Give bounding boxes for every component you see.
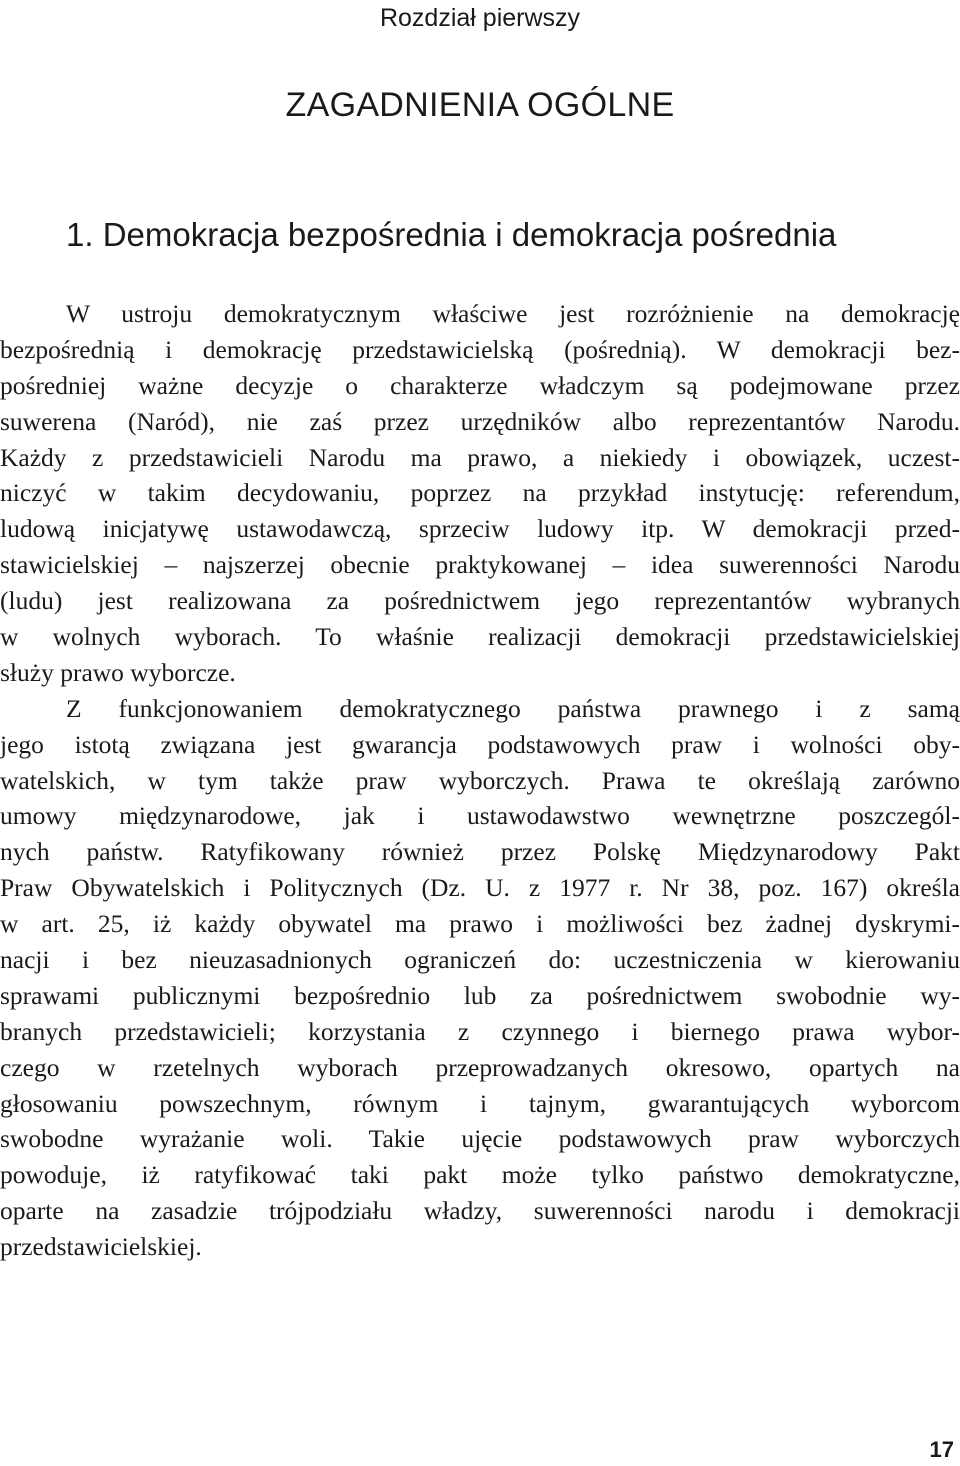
text-line: oparte na zasadzie trójpodziału władzy, suwerenności narodu i demokracji — [0, 1196, 960, 1226]
text-line: W ustroju demokratycznym właściwe jest rozróżnienie na demokrację — [66, 299, 960, 328]
text-line: Praw Obywatelskich i Politycznych (Dz. U. z 1977 r. Nr 38, poz. 167) określa — [0, 873, 960, 903]
body-text — [0, 296, 960, 1265]
text-line: jego istotą związana jest gwarancja podstawowych praw i wolności oby- — [0, 729, 960, 759]
text-line: sprawami publicznymi bezpośrednio lub za pośrednictwem swobodnie wy- — [0, 980, 960, 1010]
text-line: nych państw. Ratyfikowany również przez Polskę Międzynarodowy Pakt — [0, 837, 960, 867]
text-line: niczyć w takim decydowaniu, poprzez na przykład instytucję: referendum, — [0, 478, 960, 508]
text-line: bezpośrednią i demokrację przedstawicielską (pośrednią). W demokracji bez- — [0, 334, 960, 364]
text-line: umowy międzynarodowe, jak i ustawodawstwo wewnętrzne poszczegól- — [0, 801, 960, 831]
text-line: stawicielskiej – najszerzej obecnie praktykowanej – idea suwerenności Narodu — [0, 550, 960, 580]
text-line: czego w rzetelnych wyborach przeprowadzanych okresowo, opartych na — [0, 1052, 960, 1082]
text-line: ludową inicjatywę ustawodawczą, sprzeciw ludowy itp. W demokracji przed- — [0, 514, 960, 544]
text-line: suwerena (Naród), nie zaś przez urzędników albo reprezentantów Narodu. — [0, 406, 960, 436]
paragraph — [0, 296, 960, 691]
page-number: 17 — [929, 1437, 954, 1462]
text-line: nacji i bez nieuzasadnionych ograniczeń do: uczestniczenia w kierowaniu — [0, 945, 960, 975]
text-line: w wolnych wyborach. To właśnie realizacji demokracji przedstawicielskiej — [0, 622, 960, 652]
text-line: pośredniej ważne decyzje o charakterze władczym są podejmowane przez — [0, 370, 960, 400]
text-line: służy prawo wyborcze. — [0, 657, 236, 687]
text-line: Z funkcjonowaniem demokratycznego państwa prawnego i z samą — [66, 693, 960, 723]
paragraph — [0, 691, 960, 1265]
section-title: 1. Demokracja bezpośrednia i demokracja pośrednia — [66, 216, 837, 253]
text-line: swobodne wyrażanie woli. Takie ujęcie podstawowych praw wyborczych — [0, 1124, 960, 1154]
text-line: powoduje, iż ratyfikować taki pakt może tylko państwo demokratyczne, — [0, 1160, 960, 1190]
text-line: w art. 25, iż każdy obywatel ma prawo i możliwości bez żadnej dyskrymi- — [0, 909, 960, 939]
text-line: branych przedstawicieli; korzystania z czynnego i biernego prawa wybor- — [0, 1016, 960, 1046]
text-line: głosowaniu powszechnym, równym i tajnym, gwarantujących wyborcom — [0, 1088, 960, 1118]
text-line: watelskich, w tym także praw wyborczych. Prawa te określają zarówno — [0, 765, 960, 795]
text-line: (ludu) jest realizowana za pośrednictwem jego reprezentantów wybranych — [0, 586, 960, 616]
text-line: przedstawicielskiej. — [0, 1232, 202, 1262]
text-line: Każdy z przedstawicieli Narodu ma prawo, a niekiedy i obowiązek, uczest- — [0, 442, 960, 472]
part-title: ZAGADNIENIA OGÓLNE — [285, 86, 675, 124]
running-head: Rozdział pierwszy — [379, 4, 581, 32]
